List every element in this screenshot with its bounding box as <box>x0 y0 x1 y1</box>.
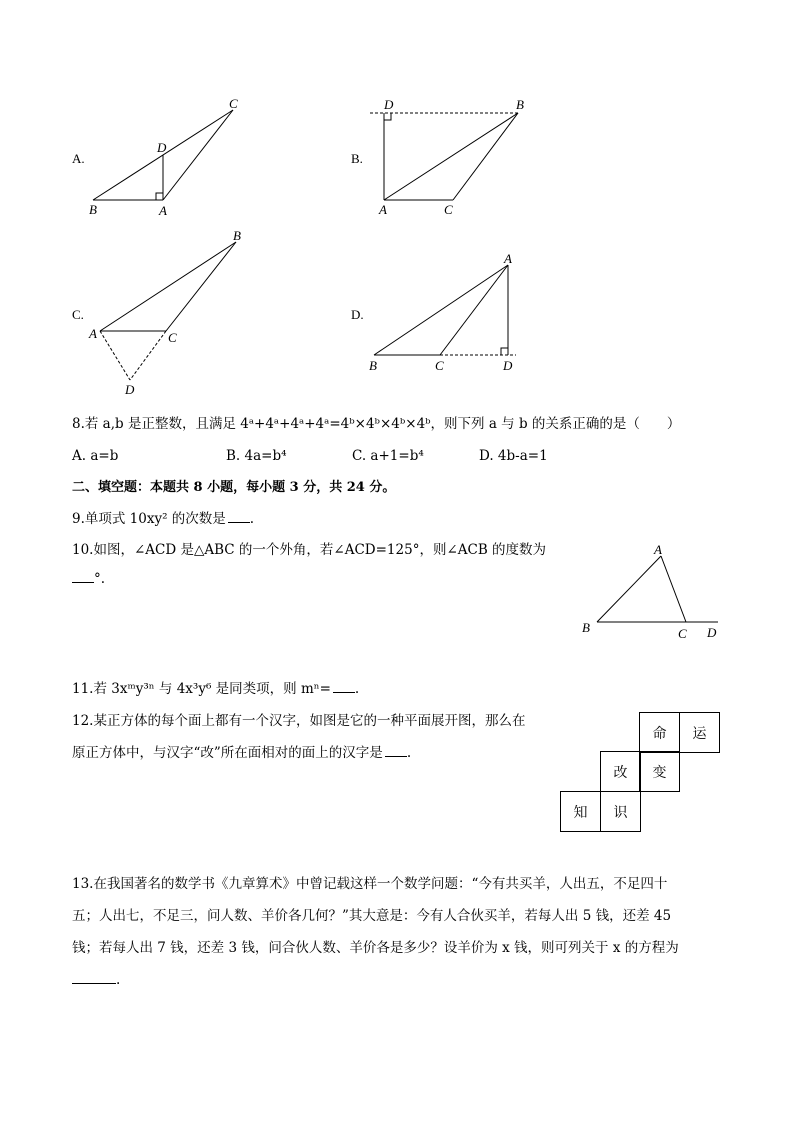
question-10-line-1: 10.如图，∠ACD 是△ABC 的一个外角，若∠ACD=125°，则∠ACB 的度数为 <box>72 542 547 558</box>
point-label: A <box>379 202 387 217</box>
net-cell: 识 <box>600 791 641 832</box>
point-label: A <box>89 326 97 341</box>
point-label: B <box>516 97 524 112</box>
question-12-line-1: 12.某正方体的每个面上都有一个汉字，如图是它的一种平面展开图，那么在 <box>72 713 526 729</box>
answer-blank <box>72 970 116 984</box>
question-8-option-c: C. a+1=b⁴ <box>352 448 424 464</box>
net-cell: 命 <box>639 712 680 753</box>
question-9-tail: . <box>249 511 255 527</box>
question-13-tail: . <box>116 972 121 988</box>
answer-blank <box>385 743 407 757</box>
option-b-label: B. <box>351 151 363 166</box>
question-11-tail: . <box>354 681 360 697</box>
point-label: D <box>125 382 135 397</box>
point-label: C <box>444 202 453 217</box>
point-label: B <box>369 358 377 373</box>
question-10-tail: °. <box>94 571 106 587</box>
question-8-stem: 8.若 a,b 是正整数，且满足 4ᵃ+4ᵃ+4ᵃ+4ᵃ=4ᵇ×4ᵇ×4ᵇ×4ᵇ，则下列 a 与 b 的关系正确的是（ ） <box>72 416 681 432</box>
point-label: A <box>159 203 167 218</box>
question-8-option-d: D. 4b-a=1 <box>479 448 548 464</box>
point-label: B <box>582 620 590 635</box>
option-c-label: C. <box>72 307 84 322</box>
question-13-line-3: 钱；若每人出 7 钱，还差 3 钱，问合伙人数、羊价各是多少？设羊价为 x 钱，则可列关于 x 的方程为 <box>72 940 679 956</box>
point-label: A <box>654 542 662 557</box>
section-heading: 二、填空题：本题共 8 小题，每小题 3 分，共 24 分。 <box>72 480 396 495</box>
point-label: C <box>435 358 444 373</box>
question-12-line-2 <box>72 743 411 763</box>
question-9-text: 9.单项式 10xy² 的次数是 <box>72 511 226 527</box>
point-label: C <box>168 330 177 345</box>
point-label: D <box>157 140 167 155</box>
point-label: D <box>707 625 717 640</box>
answer-blank <box>333 679 355 693</box>
question-12-text: 原正方体中，与汉字“改”所在面相对的面上的汉字是 <box>72 745 383 761</box>
question-12-tail: . <box>406 745 412 761</box>
net-cell: 运 <box>679 712 720 753</box>
point-label: D <box>384 97 394 112</box>
net-cell: 改 <box>600 751 641 792</box>
point-label: D <box>503 358 513 373</box>
net-cell: 知 <box>560 791 601 832</box>
question-11 <box>72 679 359 699</box>
question-8-option-a: A. a=b <box>72 448 119 464</box>
question-13-line-2: 五；人出七，不足三，问人数、羊价各几何？”其大意是：今有人合伙买羊，若每人出 5 钱，还差 45 <box>72 908 672 924</box>
option-a-label: A. <box>72 151 85 166</box>
point-label: C <box>678 626 687 641</box>
point-label: B <box>233 228 241 243</box>
net-cell: 变 <box>639 751 680 792</box>
point-label: B <box>89 202 97 217</box>
question-11-text: 11.若 3xᵐy³ⁿ 与 4x³y⁶ 是同类项，则 mⁿ= <box>72 681 331 697</box>
question-13-line-4 <box>72 970 120 990</box>
point-label: A <box>504 251 512 266</box>
option-d-label: D. <box>351 307 364 322</box>
point-label: C <box>229 96 238 111</box>
question-13-line-1: 13.在我国著名的数学书《九章算术》中曾记载这样一个数学问题：“今有共买羊，人出五，不足四十 <box>72 876 668 892</box>
question-8-option-b: B. 4a=b⁴ <box>226 448 287 464</box>
